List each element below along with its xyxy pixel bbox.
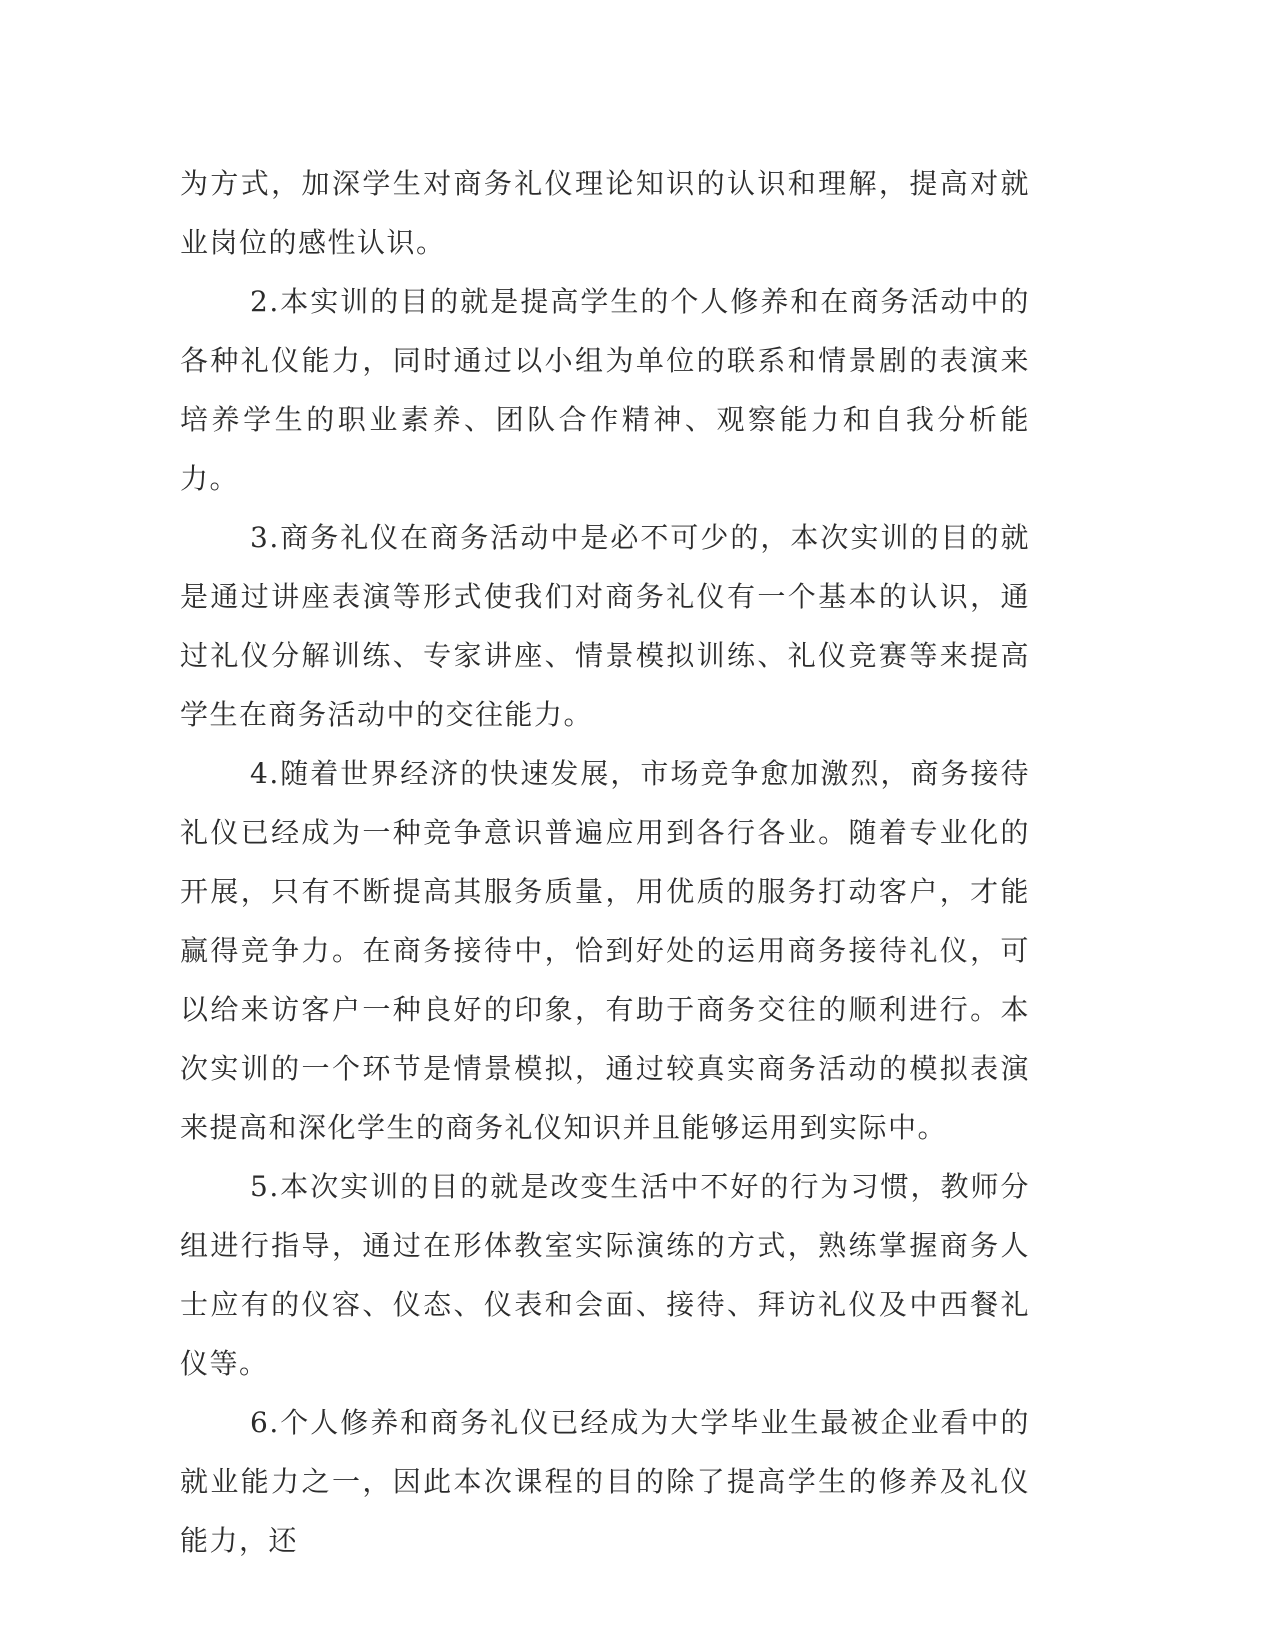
paragraph-item-6: 6.个人修养和商务礼仪已经成为大学毕业生最被企业看中的就业能力之一，因此本次课程的目的除了提高学生的修养及礼仪能力，还: [180, 1406, 1030, 1557]
paragraph-item-4: 4.随着世界经济的快速发展，市场竞争愈加激烈，商务接待礼仪已经成为一种竞争意识普遍应用到各行各业。随着专业化的开展，只有不断提高其服务质量，用优质的服务打动客户，才能赢得竞争力。在商务接待中，恰到好处的运用商务接待礼仪，可以给来访客户一种良好的印象，有助于商务交往的顺利进行。本次实训的一个环节是情景模拟，通过较真实商务活动的模拟表演来提高和深化学生的商务礼仪知识并且能够运用到实际中。: [180, 757, 1030, 1144]
paragraph-item-2: 2.本实训的目的就是提高学生的个人修养和在商务活动中的各种礼仪能力，同时通过以小组为单位的联系和情景剧的表演来培养学生的职业素养、团队合作精神、观察能力和自我分析能力。: [180, 285, 1030, 495]
paragraph-item-3: 3.商务礼仪在商务活动中是必不可少的，本次实训的目的就是通过讲座表演等形式使我们对商务礼仪有一个基本的认识，通过礼仪分解训练、专家讲座、情景模拟训练、礼仪竞赛等来提高学生在商务活动中的交往能力。: [180, 521, 1030, 731]
document-body: [180, 154, 1030, 1570]
paragraph-item-5: 5.本次实训的目的就是改变生活中不好的行为习惯，教师分组进行指导，通过在形体教室实际演练的方式，熟练掌握商务人士应有的仪容、仪态、仪表和会面、接待、拜访礼仪及中西餐礼仪等。: [180, 1170, 1030, 1380]
paragraph-continuation: 为方式，加深学生对商务礼仪理论知识的认识和理解，提高对就业岗位的感性认识。: [180, 167, 1030, 259]
